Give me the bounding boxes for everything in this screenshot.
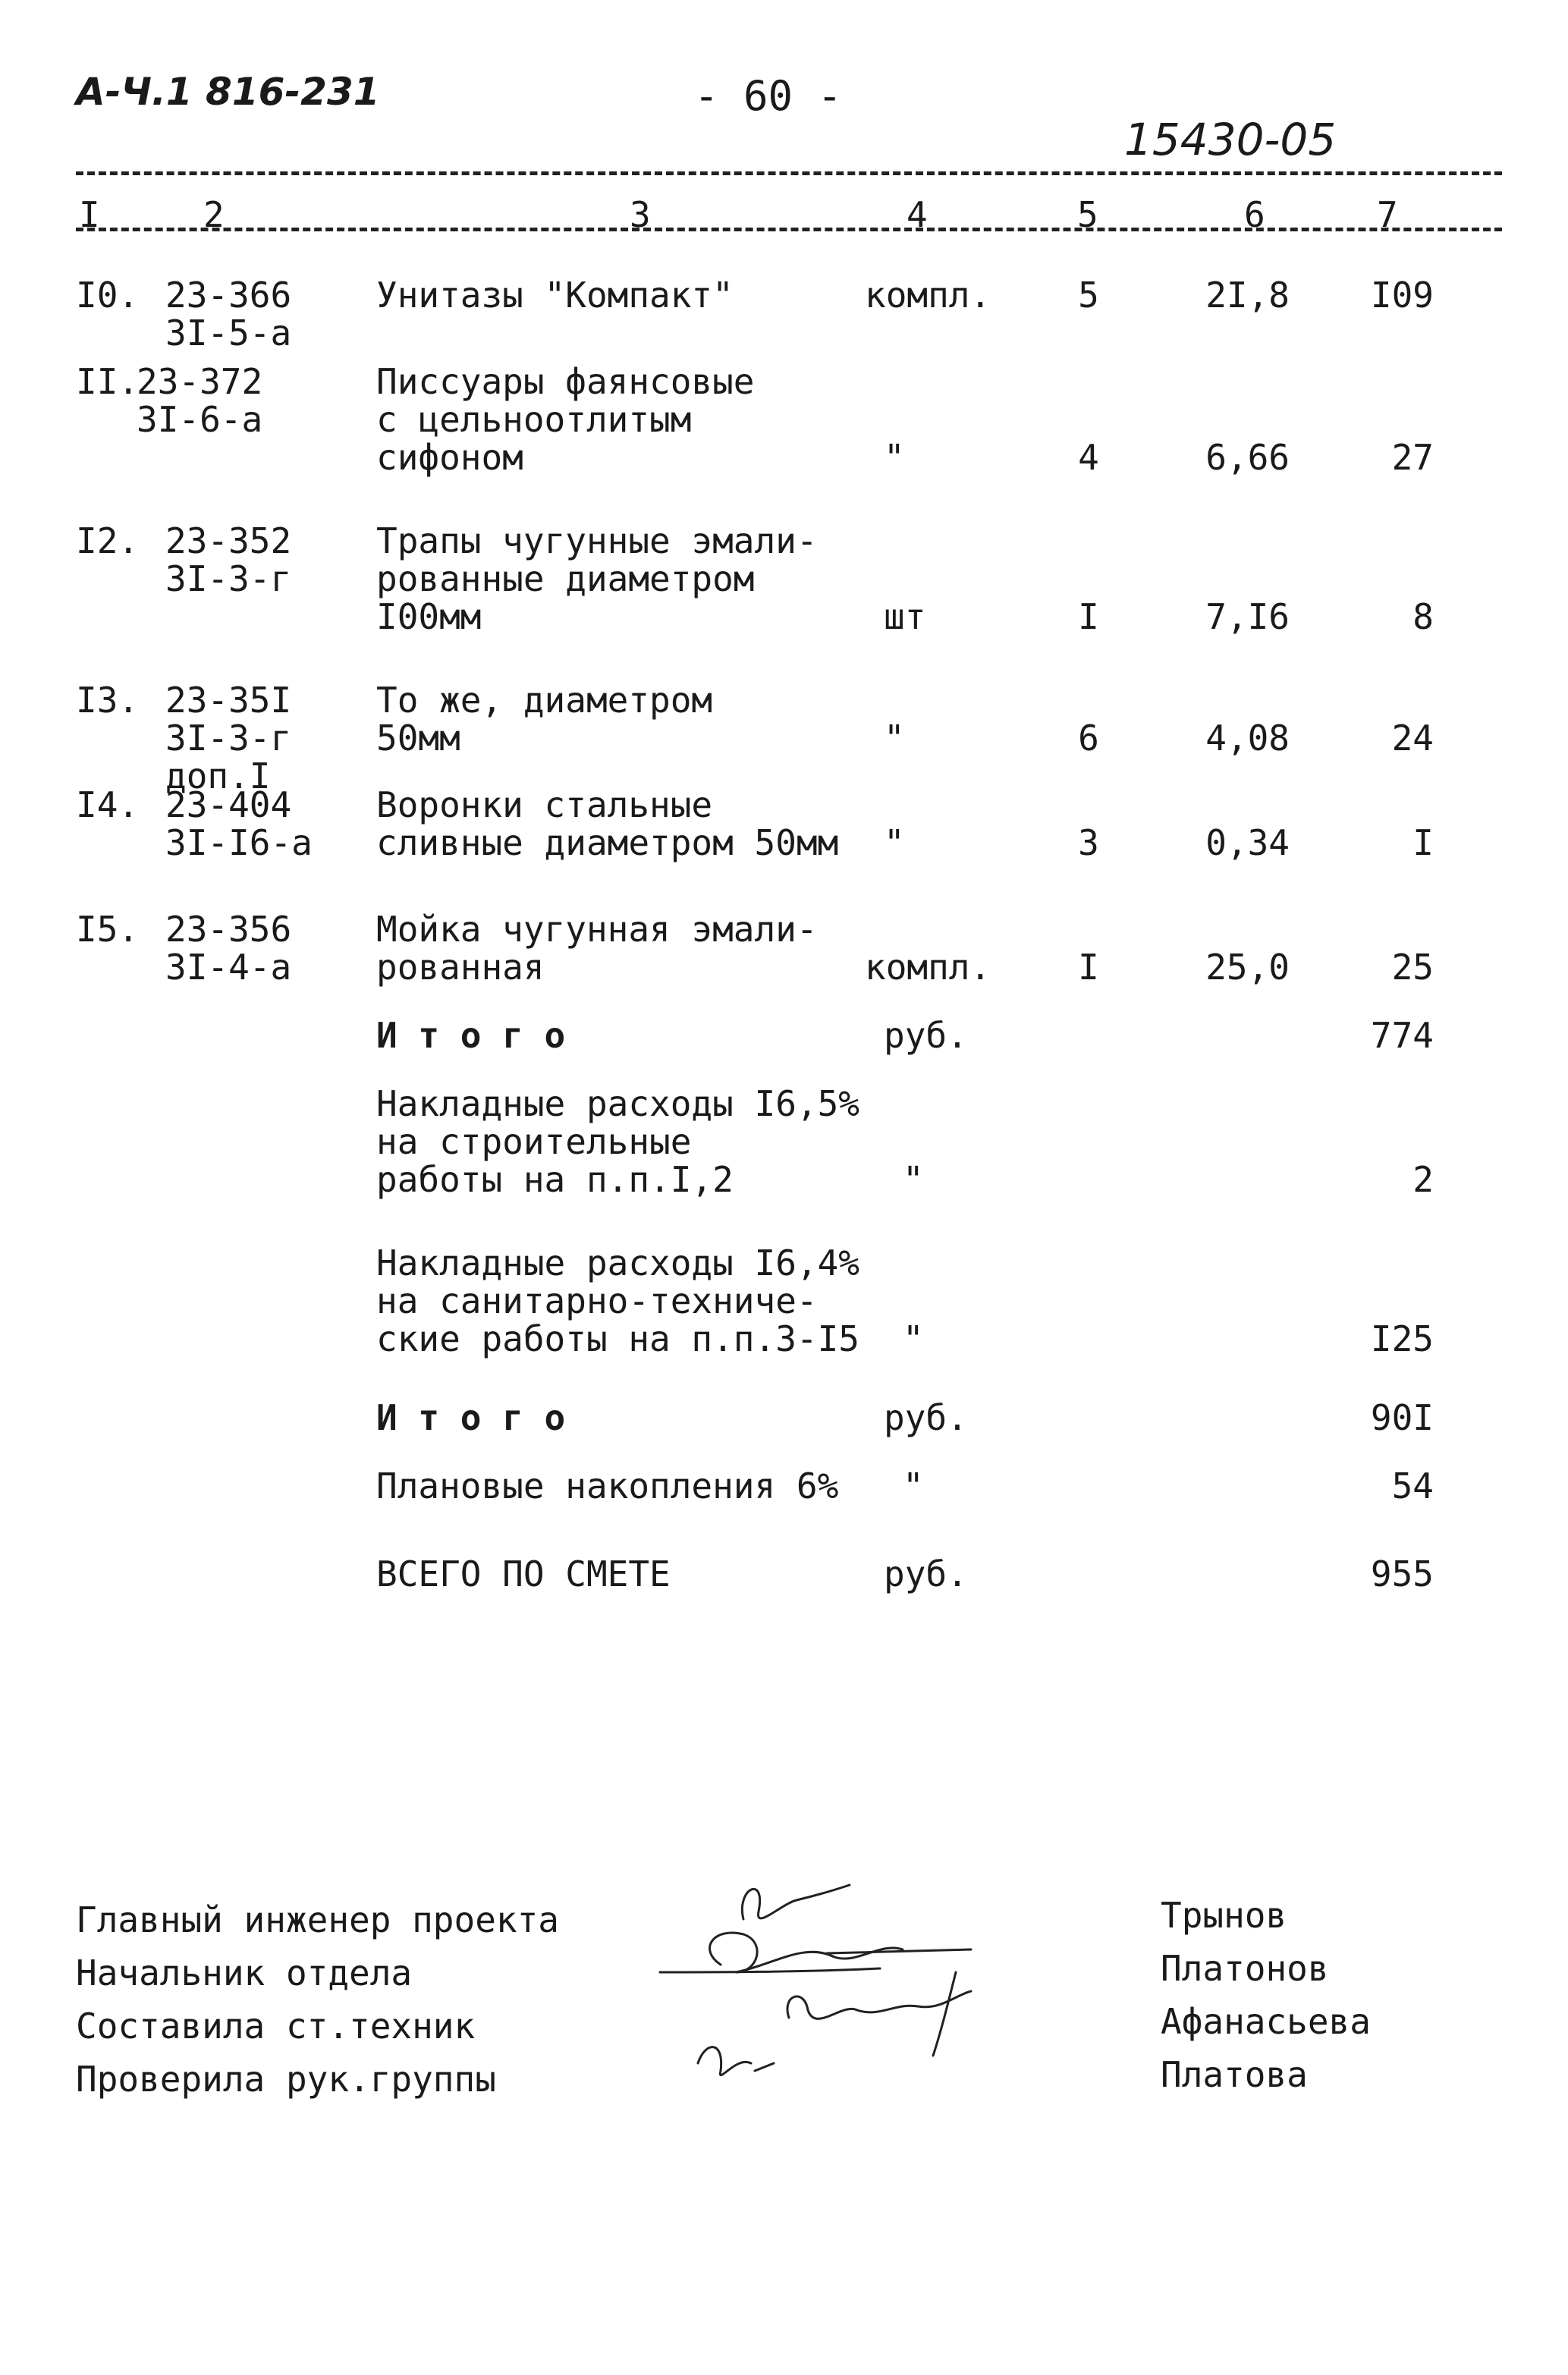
row-total: 24 [1391,718,1434,759]
col-header-2: 2 [203,194,225,235]
doc-number: 15430-05 [1124,114,1337,165]
header-rule-bottom [76,228,1502,231]
summary-unit: руб. [884,1553,968,1594]
row-price: 4,08 [1205,718,1290,759]
col-header-6: 6 [1244,194,1265,235]
summary-total: I25 [1370,1318,1434,1359]
col-header-1: I [79,194,100,235]
summary-unit: " [903,1466,924,1506]
summary-unit: " [903,1318,924,1359]
row-name: Унитазы "Компакт" [376,275,734,316]
summary-total: 955 [1370,1553,1434,1594]
row-price: 2I,8 [1205,275,1290,316]
row-price: 0,34 [1205,822,1290,863]
row-name: Мойка чугунная эмали- рованная [376,909,818,988]
row-total: 25 [1391,947,1434,988]
signature-role: Составила ст.техник [76,2006,476,2047]
summary-label: И т о г о [376,1015,566,1056]
row-price: 6,66 [1205,437,1290,478]
col-header-7: 7 [1377,194,1398,235]
summary-total: 54 [1391,1466,1434,1506]
summary-unit: руб. [884,1397,968,1438]
row-code: 23-352 3I-3-г [165,520,292,599]
row-unit: компл. [865,275,991,316]
summary-label: ВСЕГО ПО СМЕТЕ [376,1553,671,1594]
summary-label: Накладные расходы I6,5% на строительные работы на п.п.I,2 [376,1083,859,1200]
row-code: 23-404 3I-I6-а [165,784,313,863]
row-total: I09 [1370,275,1434,316]
row-name: Писсуары фаянсовые с цельноотлитым сифоном [376,361,755,478]
row-number: I0. [76,275,140,316]
row-total: 8 [1412,596,1434,637]
signature-name: Трынов [1161,1895,1287,1936]
row-code: 23-372 3I-6-а [137,361,263,440]
row-unit: " [884,437,905,478]
row-qty: 6 [1078,718,1099,759]
document-code: А-Ч.1 816-231 [76,70,380,114]
signature-role: Начальник отдела [76,1952,413,1993]
summary-label: Накладные расходы I6,4% на санитарно-техниче- ские работы на п.п.3-I5 [376,1242,859,1359]
summary-total: 2 [1412,1159,1434,1200]
row-number: I5. [76,909,140,950]
signature-name: Афанасьева [1161,2001,1371,2042]
page-number: - 60 - [694,72,843,120]
row-total: I [1412,822,1434,863]
col-header-5: 5 [1077,194,1098,235]
row-qty: 3 [1078,822,1099,863]
row-unit: " [884,718,905,759]
signature-name: Платова [1161,2054,1308,2095]
row-number: I4. [76,784,140,825]
row-qty: I [1078,596,1099,637]
row-price: 7,I6 [1205,596,1290,637]
col-header-4: 4 [907,194,928,235]
row-number: II. [76,361,140,402]
row-qty: 4 [1078,437,1099,478]
row-unit: шт [884,596,926,637]
signature-name: Платонов [1161,1948,1329,1989]
row-qty: I [1078,947,1099,988]
header-rule-top [76,171,1502,175]
row-name: Воронки стальные сливные диаметром 50мм [376,784,839,863]
row-code: 23-356 3I-4-а [165,909,292,988]
signature-role: Проверила рук.группы [76,2059,496,2100]
row-code: 23-35I 3I-3-г доп.I [165,680,292,796]
row-qty: 5 [1078,275,1099,316]
summary-unit: " [903,1159,924,1200]
summary-label: И т о г о [376,1397,566,1438]
summary-total: 774 [1370,1015,1434,1056]
row-total: 27 [1391,437,1434,478]
row-price: 25,0 [1205,947,1290,988]
row-number: I3. [76,680,140,721]
summary-unit: руб. [884,1015,968,1056]
row-code: 23-366 3I-5-а [165,275,292,353]
row-name: То же, диаметром 50мм [376,680,713,759]
row-name: Трапы чугунные эмали- рованные диаметром I00мм [376,520,818,637]
row-unit: компл. [865,947,991,988]
row-number: I2. [76,520,140,561]
handwritten-signatures [652,1858,1077,2109]
col-header-3: 3 [630,194,651,235]
row-unit: " [884,822,905,863]
signature-role: Главный инженер проекта [76,1899,559,1940]
summary-label: Плановые накопления 6% [376,1466,839,1506]
summary-total: 90I [1370,1397,1434,1438]
